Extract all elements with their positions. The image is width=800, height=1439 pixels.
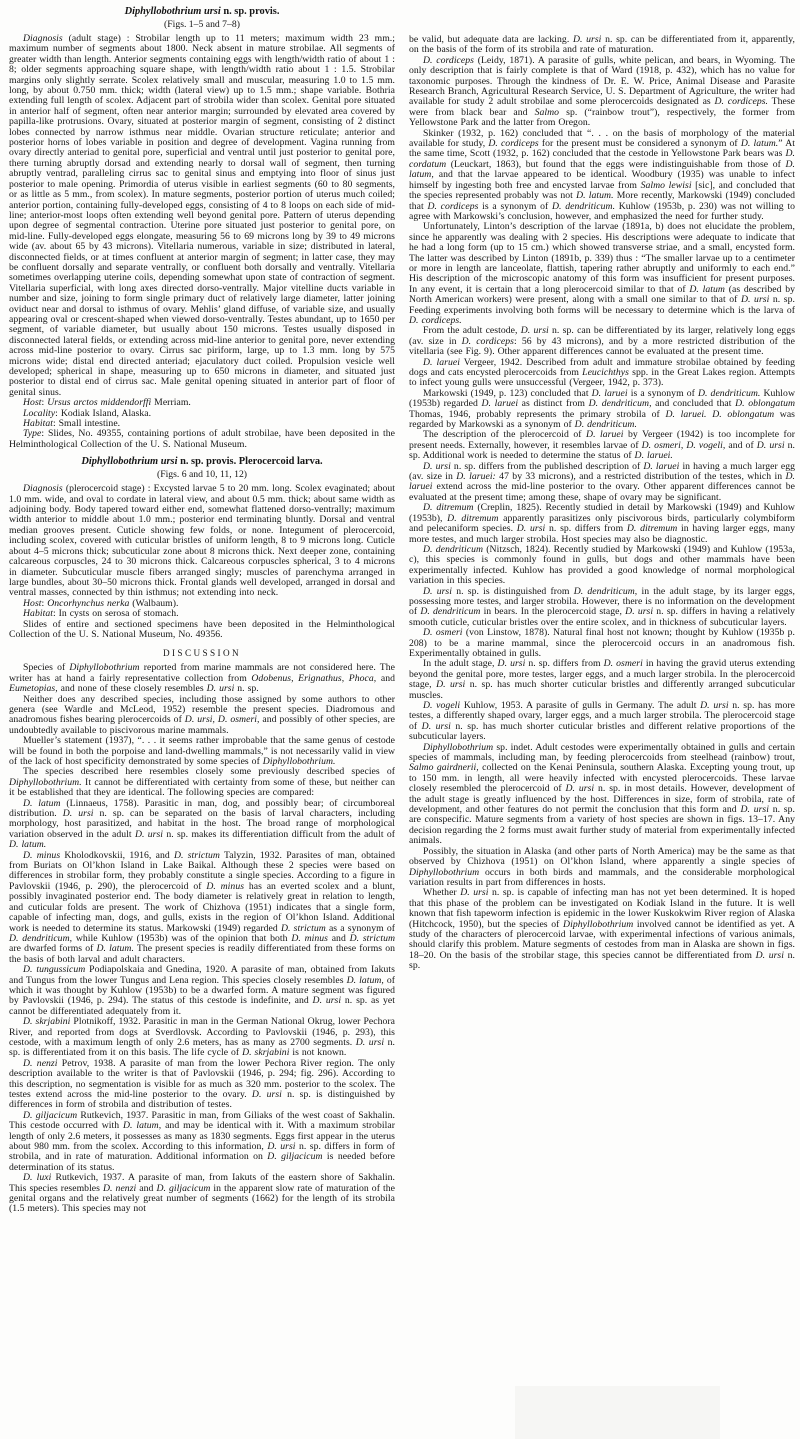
paragraph: Habitat: Small intestine. <box>23 418 121 430</box>
paragraph: D. minus Kholodkovskii, 1916, and D. strictum Talyzin, 1932. Parasites of man, obtained from Buriats on Ol’khon Island in Lake Baikal. Although these 2 species were based on differences in strobilar form, they probably constitute a single species. According to a figure in Pavlovskii (1946, p. 290), the plerocercoid of D. minus has an everted scolex and a blunt, possibly invaginated posterior end. The body diameter is relatively great in relation to length, and cuticular folds are present. The work of Chizhova (1951) indicates that a single form, capable of infecting man, dogs, and gulls, exists in the region of Ol’khon Island. Additional work is needed to determine its status. Markowski (1949) regarded D. strictum as a synonym of D. dendriticum, while Kuhlow (1953b) was of the opinion that both D. minus and D. strictum are dwarfed forms of D. latum. The present species is readily differentiated from these forms on the basis of both larval and adult characters. <box>9 849 396 965</box>
paragraph: D. osmeri (von Linstow, 1878). Natural final host not known; thought by Kuhlow (1935b p. 208) to be a marine mammal, since the plerocercoid occurs in an anadromous fish. Experimentally obtained in gulls. <box>409 627 795 659</box>
paragraph: Mueller’s statement (1937), “. . . it seems rather improbable that the same genus of cestode will be found in both the porpoise and land-dwelling mammals,” is not necessarily valid in view of the lack of host specificity demonstrated by some species of Diphyllobothrium. <box>9 735 395 767</box>
paragraph: Habitat: In cysts on serosa of stomach. <box>23 608 179 620</box>
discussion-heading: DISCUSSION <box>162 648 242 659</box>
paragraph: D. ursi n. sp. is distinguished from D. dendriticum, in the adult stage, by its larger eggs, possessing more testes, and larger strobila. However, there is no information on the development of D. dendriticum in bears. In the plerocercoid stage, D. ursi n. sp. differs in having a relatively smooth cuticle, cuticular bristles over the entire scolex, and in thickness of subcuticular layers. <box>409 585 796 628</box>
paragraph: D. luxi Rutkevich, 1937. A parasite of man, from Iakuts of the eastern shore of Sakhalin. This species resembles D. nenzi and D. giljacicum in the apparent slow rate of maturation of the genital organs and the relatively great number of segments (1662) for the length of its strobila (1.5 meters). This species may not <box>9 1172 395 1215</box>
paragraph: From the adult cestode, D. ursi n. sp. can be differentiated by its larger, relatively long eggs (av. size in D. cordiceps: 56 by 43 microns), and by a more restricted distribution of the vitellaria (see Fig. 9). Other apparent differences cannot be evaluated at the present time. <box>409 325 796 358</box>
paragraph: The description of the plerocercoid of D. laruei by Vergeer (1942) is too incomplete for present needs. Externally, however, it resembles larvae of D. osmeri, D. vogeli, and of D. ursi n. sp. Additional work is needed to determine the status of D. laruei. <box>409 429 795 462</box>
paragraph: be valid, but adequate data are lacking. D. ursi n. sp. can be differentiated from it, apparently, on the basis of the form of its strobila and rate of maturation. <box>409 34 795 56</box>
paragraph: Locality: Kodiak Island, Alaska. <box>23 407 152 419</box>
adult-taxonomy-lines <box>9 398 395 450</box>
paragraph: Diphyllobothrium sp. indet. Adult cestodes were experimentally obtained in gulls and certain species of mammals, including man, by feeding plerocercoids from steelhead (rainbow) trout, Salmo gairdnerii, collected on the Kenai Peninsula, southern Alaska. Excepting young trout, up to 150 mm. in length, all were heavily infected with encysted plerocercoids. These larvae closely resembled the plerocercoid of D. ursi n. sp. in most details. However, development of the adult stage is greatly influenced by the host. Differences in size, form of strobila, rate of development, and other features do not permit the conclusion that this form and D. ursi n. sp. are conspecific. Mature segments from a variety of host species are shown in figs. 13–17. Any decision regarding the 2 forms must await further study of material from experimentally infected animals. <box>409 741 796 847</box>
paragraph: Skinker (1932, p. 162) concluded that “. . . on the basis of morphology of the material available for study, D. cordiceps for the present must be considered a synonym of D. latum.” At the same time, Scott (1932, p. 162) concluded that the cestode in Yellowstone Park bears was D. cordatum (Leuckart, 1863), but found that the eggs were indistinguishable from those of D. latum, and that the larvae appeared to be identical. Woodbury (1935) was unable to infect himself by ingesting both free and encysted larvae from Salmo lewisi [sic], and concluded that the species represented probably was not D. latum. More recently, Markowski (1949) concluded that D. cordiceps is a synonym of D. dendriticum. Kuhlow (1953b, p. 230) was not willing to agree with Markowski’s conclusion, however, and emphasized the need for further study. <box>409 127 795 222</box>
adult-figs-caption: (Figs. 1–5 and 7–8) <box>164 19 240 30</box>
paragraph: D. nenzi Petrov, 1938. A parasite of man from the lower Pechora River region. The only description available to the writer is that of Pavlovskii (1946, p. 294; fig. 296). According to this description, no segmentation is visible for as much as 320 mm. posterior to the scolex. The testes extend across the mid-line posterior to the ovary. D. ursi n. sp. is distinguished by differences in form of strobila and distribution of testes. <box>9 1057 396 1111</box>
larva-taxonomy-lines <box>9 599 395 641</box>
paragraph: Unfortunately, Linton’s description of the larvae (1891a, b) does not elucidate the problem, since he apparently was dealing with 2 species. His descriptions were adequate to indicate that he had a long form (up to 15 cm.) which showed transverse striae, and a small, encysted form. The latter was described by Linton (1891b, p. 339) thus : “The smaller larvae up to a centimeter or more in length are lanceolate, flattish, tapering rather abruptly and uniformly to each end.” His description of the microscopic anatomy of this form was insufficient for present purposes. In any event, it is certain that a long plerocercoid similar to that of D. latum (as described by North American workers) were present, along with a small one similar to that of D. ursi n. sp. Feeding experiments involving both forms will be necessary to determine which is the larva of D. cordiceps. <box>409 221 795 326</box>
larva-section-heading-block <box>9 456 395 480</box>
paragraph: D. giljacicum Rutkevich, 1937. Parasitic in man, from Giliaks of the west coast of Sakhalin. This cestode occurred with D. latum, and may be identical with it. With a maximum strobilar length of only 2.6 meters, it possesses as many as 1830 segments. Eggs first appear in the uterus about 980 mm. from the scolex. According to this information, D. ursi n. sp. differs in form of strobila, and in rate of maturation. Additional information on D. giljacicum is needed before determination of its status. <box>9 1109 396 1173</box>
paragraph: In the adult stage, D. ursi n. sp. differs from D. osmeri in having the gravid uterus extending beyond the genital pore, more testes, larger eggs, and a much larger strobila. In the plerocercoid stage, D. ursi n. sp. has much shorter cuticular bristles and differently arranged subcuticular muscles. <box>409 658 795 701</box>
paragraph: The species described here resembles closely some previously described species of Diphyllobothrium. It cannot be differentiated with certainty from some of these, but neither can it be established that they are identical. The following species are compared: <box>9 766 395 799</box>
adult-species-title: Diphyllobothrium ursi n. sp. provis. <box>124 6 280 17</box>
paragraph: D. laruei Vergeer, 1942. Described from adult and immature strobilae obtained by feeding dogs and cats encysted plerocercoids from Leucichthys spp. in the Great Lakes region. Attempts to infect young gulls were unsuccessful (Vergeer, 1942, p. 373). <box>409 356 795 389</box>
paragraph: D. latum (Linnaeus, 1758). Parasitic in man, dog, and possibly bear; of circumboreal distribution. D. ursi n. sp. can be separated on the basis of larval characters, including morphology, host parasitized, and habitat in the host. The broad range of morphological variation observed in the adult D. ursi n. sp. makes its differentiation difficult from the adult of D. latum. <box>9 797 396 851</box>
larva-figs-caption: (Figs. 6 and 10, 11, 12) <box>156 469 248 481</box>
discussion-paragraphs-right <box>409 35 795 972</box>
adult-section-heading-block <box>9 6 395 30</box>
paragraph: Type: Slides, No. 49355, containing portions of adult strobilae, have been deposited in the Helminthological Collection of the U. S. National Museum. <box>9 428 395 450</box>
paragraph: Markowski (1949, p. 123) concluded that D. laruei is a synonym of D. dendriticum. Kuhlow (1953b) regarded D. laruei as distinct from D. dendriticum, and concluded that D. oblongatum Thomas, 1946, probably represents the primary strobila of D. laruei. D. oblongatum was regarded by Markowski as a synonym of D. dendriticum. <box>409 387 796 431</box>
paragraph: D. cordiceps (Leidy, 1871). A parasite of gulls, white pelican, and bears, in Wyoming. The only description that is fairly complete is that of Ward (1918, p. 432), which has no value for taxonomic purposes. Through the kindness of Dr. E. W. Price, Animal Disease and Parasite Research Branch, Agricultural Research Service, U. S. Department of Agriculture, the writer had available for study 2 adult strobilae and some plerocercoids designated as D. cordiceps. These were from black bear and Salmo sp. (“rainbow trout”), respectively, the former from Yellowstone Park and the latter from Oregon. <box>409 54 795 129</box>
paragraph: Host: Oncorhynchus nerka (Walbaum). <box>23 597 179 609</box>
paragraph: Host: Ursus arctos middendorffi Merriam. <box>23 397 191 409</box>
paragraph: D. skrjabini Plotnikoff, 1932. Parasitic in man in the German National Okrug, lower Pechora River, and reported from dogs at Sverdlovsk. According to Pavlovskii (1946, p. 293), this cestode, with a maximum length of only 2.6 meters, has as many as 2700 segments. D. ursi n. sp. is differentiated from it on this basis. The life cycle of D. skrjabini is not known. <box>9 1016 395 1059</box>
paragraph: Neither does any described species, including those assigned by some authors to other genera (see Wardle and McLeod, 1952) resemble the present species. Diadromous and anadromous fishes bearing plerocercoids of D. ursi, D. osmeri, and possibly of other species, are undoubtedly available to piscivorous marine mammals. <box>9 693 395 736</box>
discussion-paragraphs-left <box>9 663 395 1215</box>
paragraph: D. tungussicum Podiapolskaia and Gnedina, 1920. A parasite of man, obtained from Iakuts and Tungus from the lower Tungus and Lena region. This species closely resembles D. latum, of which it was thought by Kuhlow (1953b) to be a dwarfed form. A mature segment was figured by Pavlovskii (1946, p. 294). The status of this cestode is indefinite, and D. ursi n. sp. as yet cannot be differentiated adequately from it. <box>9 964 396 1017</box>
paragraph: D. vogeli Kuhlow, 1953. A parasite of gulls in Germany. The adult D. ursi n. sp. has more testes, a differently shaped ovary, larger eggs, and a much larger strobila. The plerocercoid stage of D. ursi n. sp. has much shorter cuticular bristles and different relative proportions of the subcuticular layers. <box>409 700 796 743</box>
larva-species-title: Diphyllobothrium ursi n. sp. provis. Plerocercoid larva. <box>81 456 323 468</box>
paragraph: Whether D. ursi n. sp. is capable of infecting man has not yet been determined. It is hoped that this phase of the problem can be investigated on Kodiak Island in the future. It is well known that fish tapeworm infection is epidemic in the lower Kuskokwim River region of Alaska (Hitchcock, 1950), but the species of Diphyllobothrium involved cannot be identified as yet. A study of the characters of plerocercoid larvae, with experimental infections of various animals, should clarify this problem. Mature segments of cestodes from man in Alaska are shown in figs. 18–20. On the basis of the strobilar stage, this species cannot be differentiated from D. ursi n. sp. <box>409 887 796 972</box>
left-column <box>9 2 395 1439</box>
paragraph: D. dendriticum (Nitzsch, 1824). Recently studied by Markowski (1949) and Kuhlow (1953a, c), this species is commonly found in gulls, but dogs and other mammals have been experimentally infected. Kuhlow has provided a good knowledge of normal morphological variation in this species. <box>409 543 795 587</box>
paragraph: Species of Diphyllobothrium reported from marine mammals are not considered here. The writer has at hand a fairly representative collection from Odobenus, Erignathus, Phoca, and Eumetopias, and none of these closely resembles D. ursi n. sp. <box>9 662 395 695</box>
paragraph: Slides of entire and sectioned specimens have been deposited in the Helminthological Collection of the U. S. National Museum, No. 49356. <box>9 618 395 640</box>
right-column <box>409 2 795 1439</box>
scan-artifact <box>515 1386 720 1439</box>
larva-diagnosis-paragraph: Diagnosis (plerocercoid stage) : Excysted larvae 5 to 20 mm. long. Scolex evaginated; about 1.0 mm. wide, and oval to cordate in lateral view, and about 0.5 mm. thick; about same width as adjoining body. Body tapered toward either end, somewhat flattened dorso-ventrally; maximum width anterior to middle about 1.0 mm.; posterior end terminating bluntly. Dorsal and ventral median grooves present. Cuticle showing few folds, or none. Integument of plerocercoid, including scolex, covered with cuticular bristles of uniform length, 8 to 9 microns long. Cuticle about 4–5 microns thick; subcuticular zone about 8 microns thick. Next deeper zone, containing calcareous corpuscles, 24 to 30 microns thick. Calcareous corpuscles spherical, 3 to 4 microns in diameter. Subcuticular muscle fibers arranged singly; muscles of parenchyma arranged in large bundles, about 30–50 microns thick. Frontal glands well developed, arranged in dorsal and ventral masses, connected by thin isthmus; not extending into neck. <box>9 483 395 599</box>
adult-diagnosis-paragraph: Diagnosis (adult stage) : Strobilar length up to 11 meters; maximum width 23 mm.; maximum number of segments about 1800. Neck absent in mature strobilae. All segments of greater width than length. Anterior segments containing eggs with length/width ratio of about 1 : 8; older segments approaching square shape, with length/width ratio about 1 : 1.5. Strobilar margins only slightly serrate. Scolex relatively small and muscular, measuring 1.0 to 1.5 mm. long, by about 0.750 mm. thick; width (lateral view) up to 1.5 mm.; shape variable. Bothria extending full length of scolex. Adjacent part of strobila wider than scolex. Genital pore situated in anterior half of segment, often near anterior margin; surrounded by elevated area covered by papilla-like protrusions. Ovary, situated at posterior margin of segment, consisting of 2 distinct lobes connected by narrow isthmus near middle. Ovarian structure reticulate; anterior and posterior horns of lobes variable in position and degree of development. Vagina running from ovary directly anteriad to genital pore, superficial and ventral until just posterior to genital pore, there turning abruptly dorsad and extending nearly to dorsal wall of segment, then turning abruptly ventrad, paralleling cirrus sac to genital sinus and emptying into floor of sinus just posterior to male opening. Primordia of uterus visible in earliest segments (60 to 80 segments, or as little as 5 mm., from scolex). In mature segments, posterior portion of uterus much coiled; anterior portion, containing fully-developed eggs, consisting of 4 to 8 loops on each side of mid-line; anterior-most loops often extending well beyond genital pore. Pattern of uterus depending upon degree of segmental contraction. Uterine pore situated just posterior to genital pore, on mid-line. Fully-developed eggs elongate, measuring 56 to 69 microns long by 39 to 49 microns wide (av. about 65 by 43 microns). Vitellaria numerous, variable in size; distributed in lateral, disconnected fields, or at times confluent at anterior margin of segment; in latter case, they may be confluent dorsally and separate ventrally, or confluent both dorsally and ventrally. Vitellaria sometimes overlapping uterine coils, depending somewhat upon state of contraction of segment. Vitellaria superficial, with long axes directed dorso-ventrally. Major vitelline ducts variable in number and size, joining to form single primary duct of relatively large diameter, latter joining oviduct near and dorsal to isthmus of ovary. Mehlis’ gland diffuse, of variable size, and usually appearing oval or crescent-shaped when viewed dorso-ventrally. Testes abundant, up to 1650 per segment, of variable diameter, but usually about 150 microns. Testes usually disposed in disconnected lateral fields, or extending across mid-line anterior to genital pore, never extending across mid-line posterior to ovary. Cirrus sac piriform, large, up to 1.3 mm. long by 575 microns wide; distal end directed anteriad; ejaculatory duct coiled. Propulsion vesicle well developed; spherical in shape, measuring up to 650 microns in diameter, and situated just posterior to distal end of cirrus sac. Male genital opening situated in anterior part of floor of genital sinus. <box>9 33 395 398</box>
paragraph: Possibly, the situation in Alaska (and other parts of North America) may be the same as that observed by Chizhova (1951) on Ol’khon Island, where apparently a single species of Diphyllobothrium occurs in both birds and mammals, and the considerable morphological variation results in part from differences in hosts. <box>409 845 795 888</box>
paragraph: D. ursi n. sp. differs from the published description of D. laruei in having a much larger egg (av. size in D. laruei: 47 by 33 microns), and a restricted distribution of the testes, which in D. laruei extend across the mid-line posterior to the ovary. Other apparent differences cannot be evaluated at the present time; among these, shape of ovary may be significant. <box>409 460 796 503</box>
paragraph: D. ditremum (Creplin, 1825). Recently studied in detail by Markowski (1949) and Kuhlow (1953b), D. ditremum apparently parasitizes only piscivorous birds, particularly colymbiform and pelecaniform species. D. ursi n. sp. differs from D. ditremum in having larger eggs, many more testes, and much larger strobila. Host species may also be diagnostic. <box>409 502 795 545</box>
